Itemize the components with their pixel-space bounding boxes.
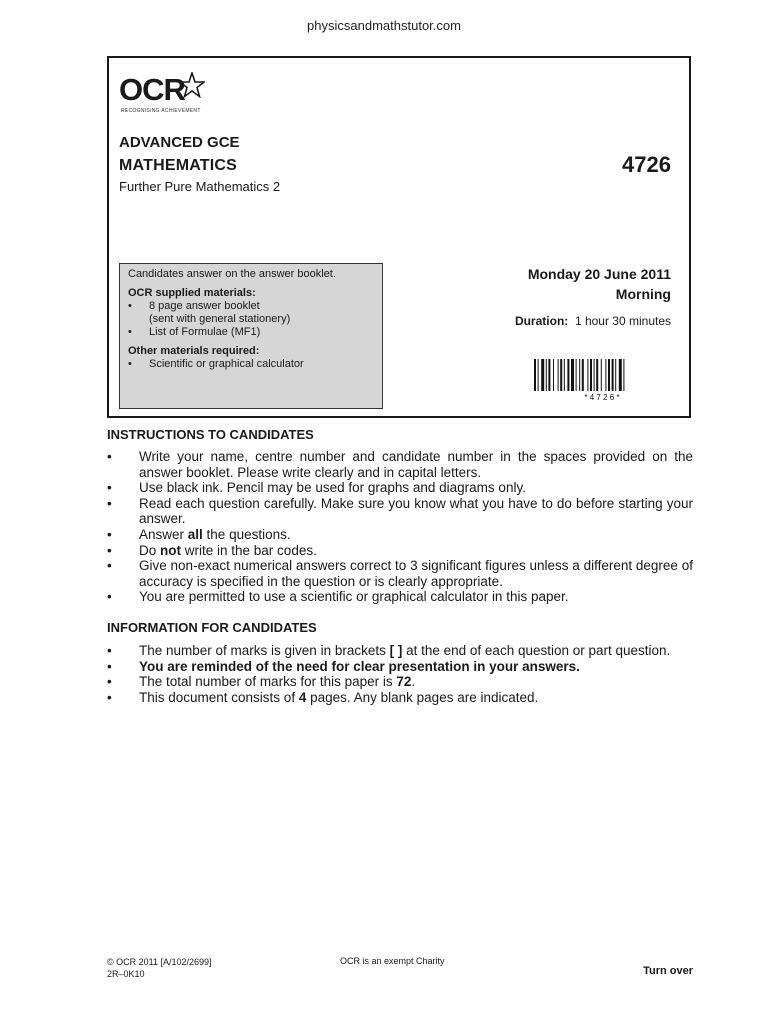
exam-session: Morning	[615, 286, 671, 302]
qualification-level: ADVANCED GCE	[119, 134, 240, 151]
list-item: • The number of marks is given in brackets [ ] at the end of each question or part question.	[107, 643, 671, 658]
materials-item-label: List of Formulae (MF1)	[149, 326, 261, 338]
materials-item-label: Scientific or graphical calculator	[149, 358, 304, 370]
unit-title: Further Pure Mathematics 2	[119, 179, 281, 194]
materials-intro: Candidates answer on the answer booklet.	[128, 268, 336, 280]
list-item: • Scientific or graphical calculator	[128, 358, 304, 370]
cover-box	[107, 56, 691, 418]
list-item: • You are permitted to use a scientific or graphical calculator in this paper.	[107, 589, 569, 605]
list-item: • Do not write in the bar codes.	[107, 542, 317, 558]
ocr-supplied-heading: OCR supplied materials:	[128, 287, 256, 299]
exam-duration	[515, 314, 671, 328]
turn-over: Turn over	[643, 965, 693, 977]
list-item: • Use black ink. Pencil may be used for graphs and diagrams only.	[107, 480, 526, 496]
barcode	[533, 359, 671, 401]
list-item: • The total number of marks for this paper is 72.	[107, 674, 416, 690]
document-code: 2R–0K10	[107, 969, 145, 979]
paper-code: 4726	[622, 152, 671, 177]
footer-left	[107, 956, 212, 980]
list-item: • Give non-exact numerical answers correct to 3 significant figures unless a different degree of accuracy is specified in the question or is clearly appropriate.	[107, 558, 693, 589]
barcode-text: * 4 7 2 6 *	[584, 393, 620, 401]
list-item: • You are reminded of the need for clear presentation in your answers.	[107, 658, 580, 674]
information-heading: INFORMATION FOR CANDIDATES	[107, 620, 317, 635]
star-icon	[179, 72, 205, 98]
materials-box	[119, 263, 383, 409]
instructions-list	[107, 449, 693, 605]
site-header: physicsandmathstutor.com	[307, 18, 461, 33]
other-materials-heading: Other materials required:	[128, 345, 260, 357]
list-item: • List of Formulae (MF1)	[128, 326, 261, 338]
list-item: • Read each question carefully. Make sure you know what you have to do before starting your answer.	[107, 495, 693, 527]
instructions-heading: INSTRUCTIONS TO CANDIDATES	[107, 427, 314, 442]
list-item: • Write your name, centre number and candidate number in the spaces provided on the answer booklet. Please write clearly and in capital letters.	[107, 449, 693, 480]
information-list	[107, 643, 693, 705]
ocr-logo	[119, 72, 219, 118]
duration-label: Duration:	[514, 314, 569, 328]
duration-value: 1 hour 30 minutes	[574, 314, 671, 328]
list-item: • 8 page answer booklet	[128, 300, 260, 312]
list-item: • Answer all the questions.	[107, 526, 291, 542]
list-item: • This document consists of 4 pages. Any blank pages are indicated.	[107, 689, 539, 705]
copyright: © OCR 2011 [A/102/2699]	[107, 957, 212, 967]
logo-text: OCR	[119, 72, 185, 107]
subject-title: MATHEMATICS	[119, 157, 238, 174]
exam-date: Monday 20 June 2011	[527, 266, 671, 282]
materials-item-label: 8 page answer booklet	[149, 300, 260, 312]
materials-item-note: (sent with general stationery)	[149, 313, 291, 325]
charity-notice: OCR is an exempt Charity	[340, 956, 445, 966]
logo-tagline: RECOGNISING ACHIEVEMENT	[121, 108, 201, 114]
